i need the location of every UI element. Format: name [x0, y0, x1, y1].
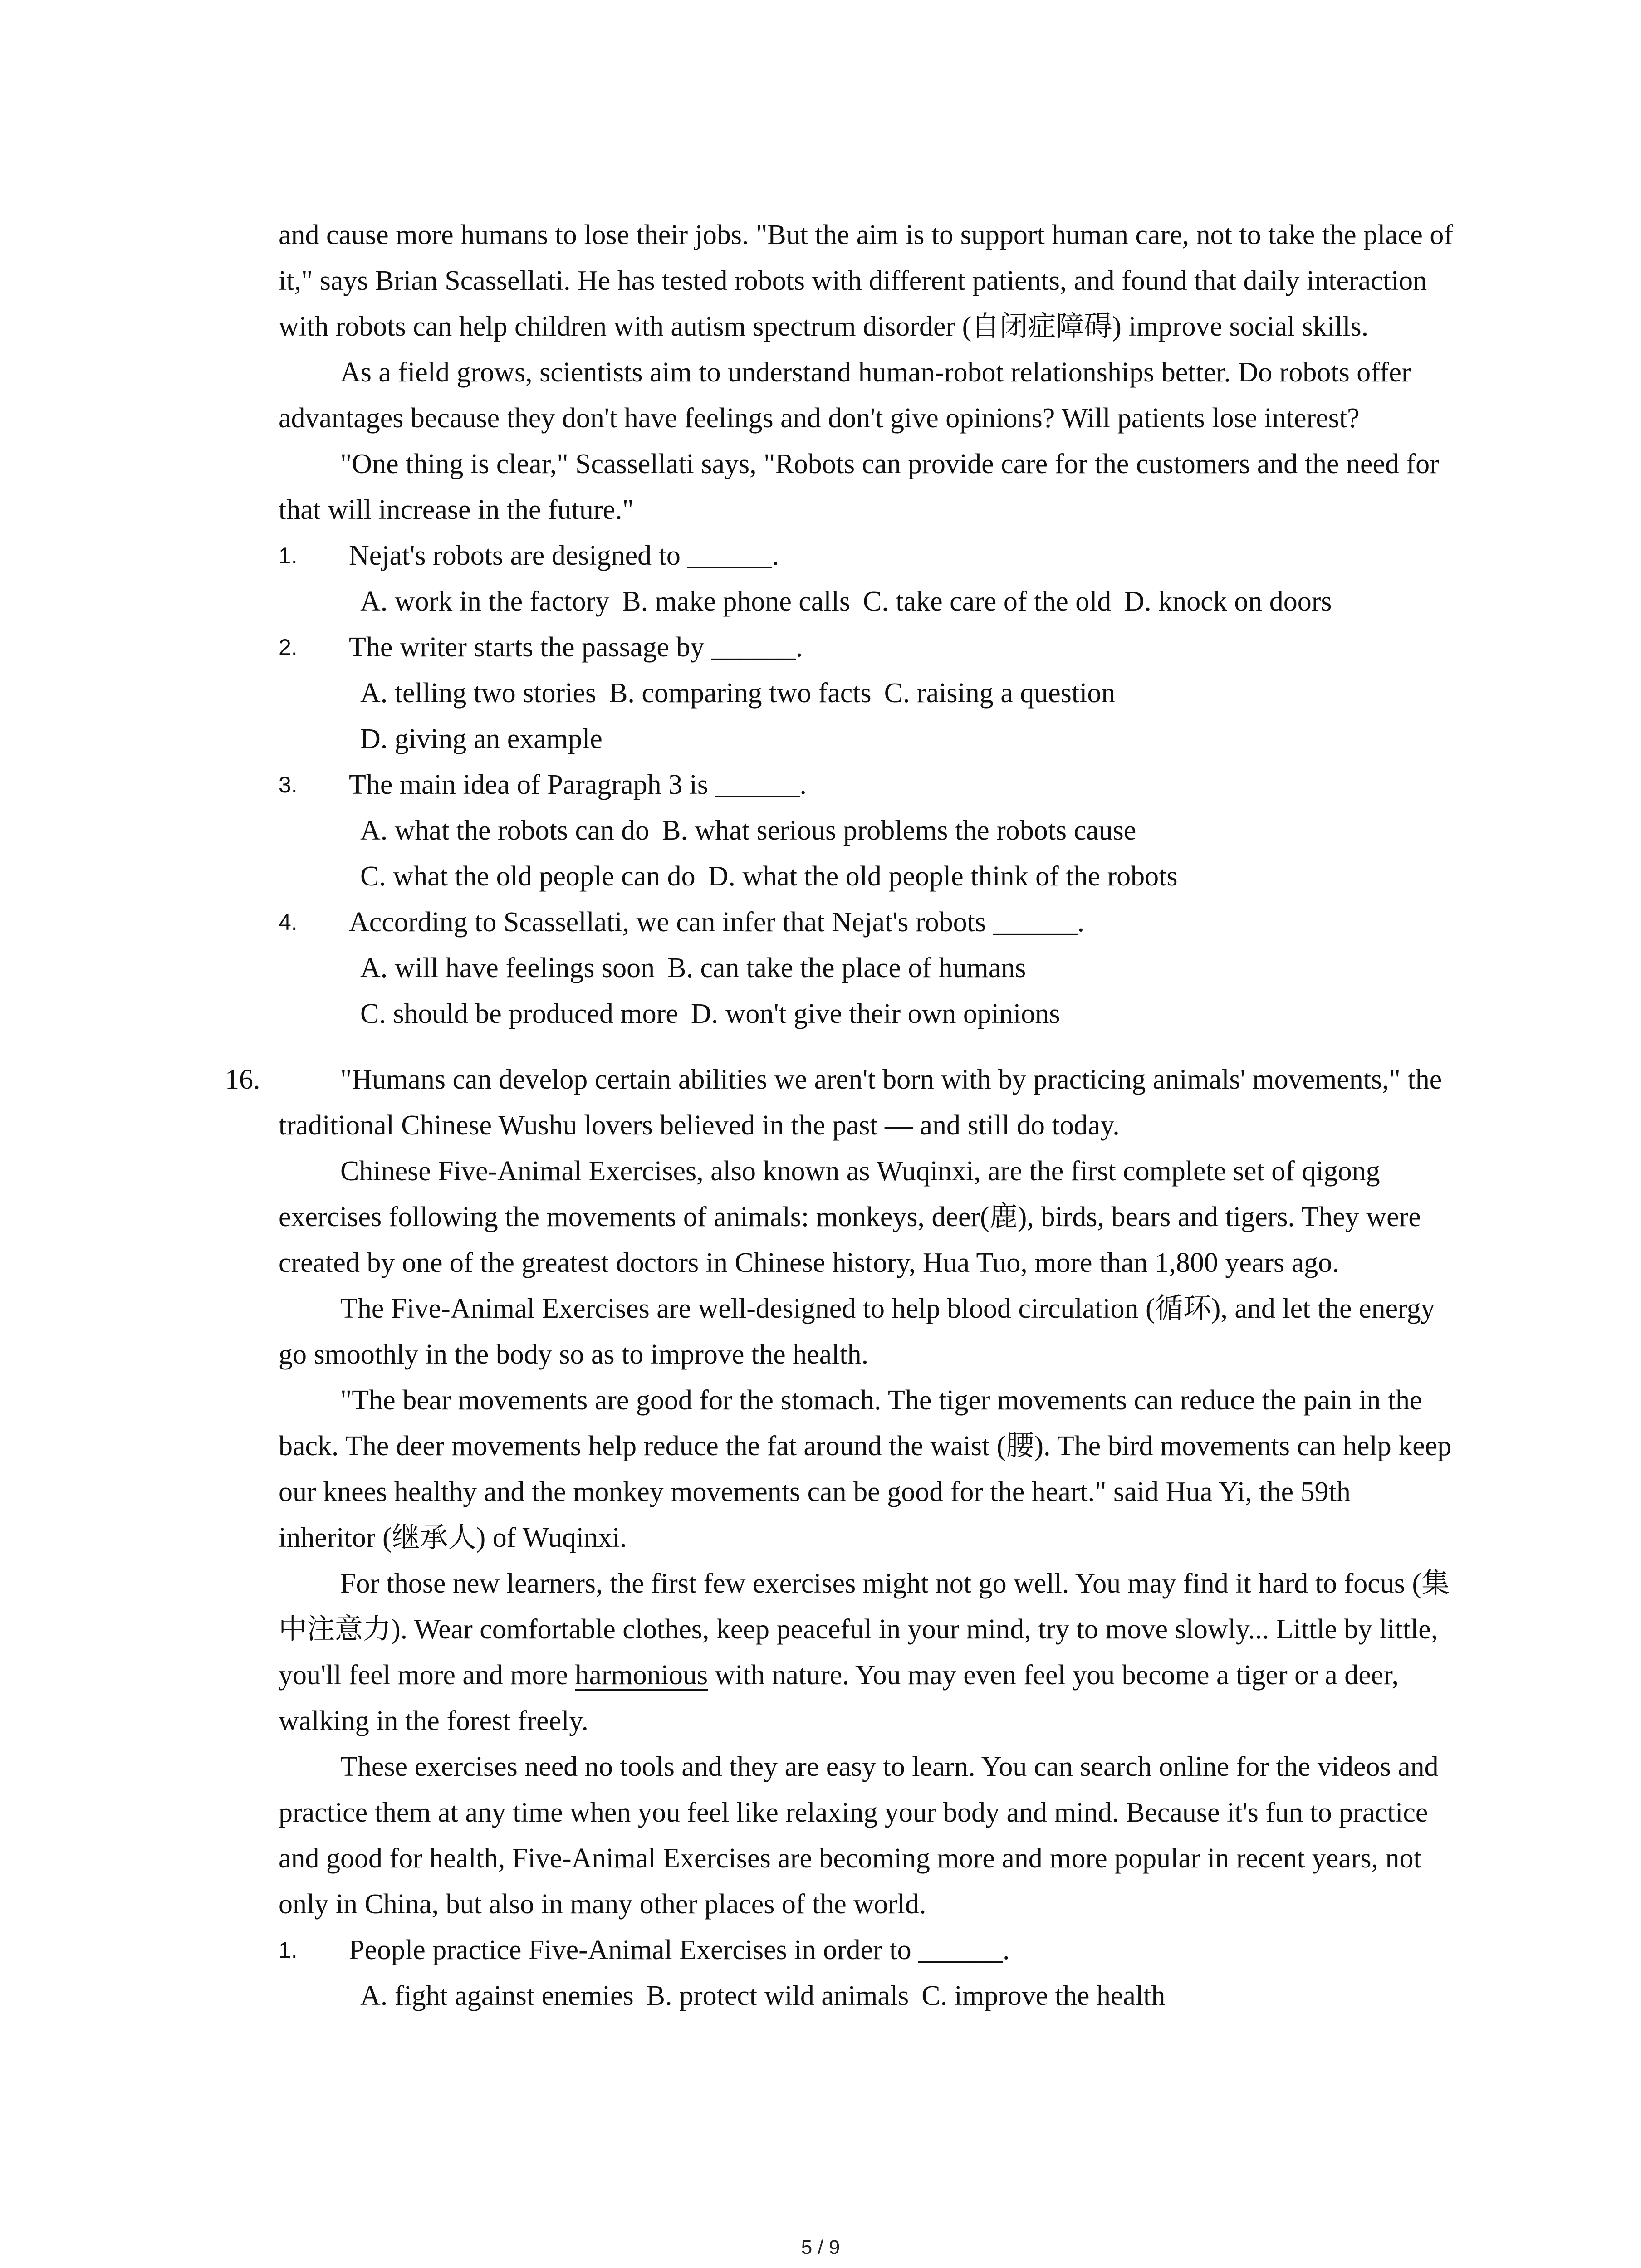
option: B. what serious problems the robots cause — [662, 815, 1136, 846]
page-content — [225, 212, 1454, 2019]
section-number: 16. — [225, 1064, 260, 1095]
question — [279, 533, 1454, 625]
passage-paragraph: "One thing is clear," Scassellati says, "Robots can provide care for the customers and the need for that will increase in the future." — [279, 449, 1439, 525]
option: C. improve the health — [921, 1980, 1166, 2011]
passage-paragraph: and cause more humans to lose their jobs. "But the aim is to support human care, not to take the place of it," says Brian Scassellati. He has tested robots with different patients, and found that daily interaction with robots can help children with autism spectrum disorder (自闭症障碍) improve social skills. — [279, 220, 1454, 342]
option: A. telling two stories — [360, 678, 597, 709]
question-stem: The main idea of Paragraph 3 is ______. — [349, 769, 807, 800]
passage-paragraph: As a field grows, scientists aim to understand human-robot relationships better. Do robots offer advantages because they don't have feelings and don't give opinions? Will patients lose interest? — [279, 357, 1411, 434]
option: D. what the old people think of the robots — [708, 861, 1178, 892]
paragraph-text: with nature. You may even feel you become a tiger or a deer, walking in the forest freely. — [279, 1660, 1399, 1736]
option-line — [279, 716, 1454, 762]
option: A. will have feelings soon — [360, 953, 655, 983]
passage-paragraph: "The bear movements are good for the stomach. The tiger movements can reduce the pain in the back. The deer movements help reduce the fat around the waist (腰). The bird movements can help keep our knees healthy and the monkey movements can be good for the heart." said Hua Yi, the 59th inheritor (继承人) of Wuqinxi. — [279, 1385, 1452, 1553]
option: D. won't give their own opinions — [691, 998, 1060, 1029]
question-stem: People practice Five-Animal Exercises in order to ______. — [349, 1935, 1010, 1965]
question-stem: The writer starts the passage by ______. — [349, 632, 803, 663]
option: B. comparing two facts — [609, 678, 872, 709]
option: B. protect wild animals — [646, 1980, 909, 2011]
question-stem: Nejat's robots are designed to ______. — [349, 540, 779, 571]
option: B. can take the place of humans — [667, 953, 1026, 983]
underlined-word: harmonious — [575, 1660, 708, 1691]
question-number: 4. — [279, 909, 298, 935]
option: B. make phone calls — [622, 586, 850, 617]
option-line — [279, 945, 1454, 991]
option: A. what the robots can do — [360, 815, 650, 846]
option: C. should be produced more — [360, 998, 678, 1029]
question-number: 3. — [279, 772, 298, 797]
passage-paragraph: Chinese Five-Animal Exercises, also known as Wuqinxi, are the first complete set of qigong exercises following the movements of animals: monkeys, deer(鹿), birds, bears and tigers. They were created by one of the greatest doctors in Chinese history, Hua Tuo, more than 1,800 years ago. — [279, 1156, 1421, 1278]
question-number: 1. — [279, 543, 298, 568]
option: A. fight against enemies — [360, 1980, 634, 2011]
paragraph-text: For those new learners, the first few exercises might not go well. You may find it hard to focus (集中注意力). Wear comfortable clothes, keep peaceful in your mind, try to move slowly... Little by little, you'll feel more and more — [279, 1568, 1450, 1691]
page-number: 5 / 9 — [801, 2236, 840, 2258]
question-stem: According to Scassellati, we can infer that Nejat's robots ______. — [349, 907, 1085, 938]
passage-paragraph: The Five-Animal Exercises are well-designed to help blood circulation (循环), and let the energy go smoothly in the body so as to improve the health. — [279, 1293, 1435, 1370]
option-line — [279, 808, 1454, 854]
option: D. knock on doors — [1124, 586, 1332, 617]
option: D. giving an example — [360, 723, 603, 754]
reading-section-16 — [225, 1057, 1454, 2019]
question — [279, 625, 1454, 762]
question-list — [279, 533, 1454, 1037]
question-number: 1. — [279, 1937, 298, 1963]
passage-paragraph — [279, 1561, 1454, 1744]
question — [279, 899, 1454, 1037]
passage-paragraph: "Humans can develop certain abilities we aren't born with by practicing animals' movements," the traditional Chinese Wushu lovers believed in the past — and still do today. — [279, 1064, 1442, 1141]
option: A. work in the factory — [360, 586, 610, 617]
passage-paragraph: These exercises need no tools and they are easy to learn. You can search online for the videos and practice them at any time when you feel like relaxing your body and mind. Because it's fun to practice and good for health, Five-Animal Exercises are becoming more and more popular in recent years, not only in China, but also in many other places of the world. — [279, 1751, 1439, 1920]
option-line — [279, 670, 1454, 716]
question-number: 2. — [279, 635, 298, 660]
option-line — [279, 854, 1454, 899]
option-line — [279, 579, 1454, 625]
question — [279, 1927, 1454, 2019]
option-line — [279, 1973, 1454, 2019]
option: C. take care of the old — [863, 586, 1112, 617]
option: C. raising a question — [884, 678, 1116, 709]
option-line — [279, 991, 1454, 1037]
option: C. what the old people can do — [360, 861, 696, 892]
question — [279, 762, 1454, 899]
